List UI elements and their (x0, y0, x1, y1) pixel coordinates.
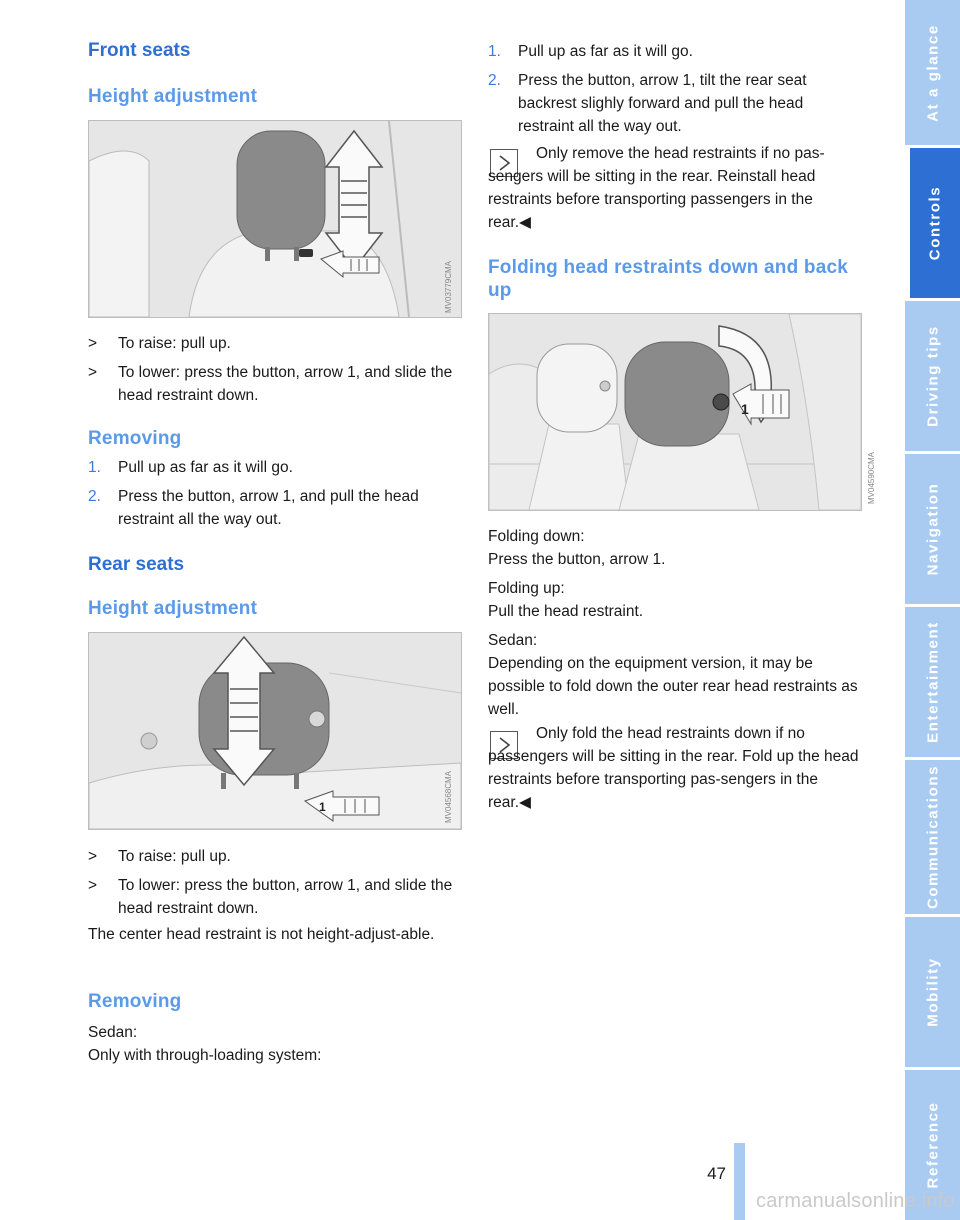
tab-at-a-glance[interactable]: At a glance (905, 0, 960, 145)
image-code-folding: MV04590CMA (867, 451, 876, 504)
bullet-raise-front: > To raise: pull up. (88, 335, 231, 352)
tab-mobility[interactable]: Mobility (905, 917, 960, 1067)
folding-down-label: Folding down: (488, 528, 585, 545)
subtitle-height-adjustment-rear: Height adjustment (88, 598, 258, 619)
right-removing-steps (488, 40, 860, 138)
page-number: 47 (707, 1164, 726, 1183)
front-removing-steps (88, 456, 462, 531)
bullet-lower-front: > To lower: press the button, arrow 1, and slide the head restraint down. (88, 364, 453, 404)
bullet-lower-rear: > To lower: press the button, arrow 1, and slide the head restraint down. (88, 877, 453, 917)
folding-up-label: Folding up: (488, 580, 565, 597)
folding-up-text: Pull the head restraint. (488, 603, 644, 620)
subtitle-removing-front: Removing (88, 428, 182, 449)
arrow-label-rear: 1 (319, 800, 326, 814)
front-bullets (88, 332, 460, 407)
tab-communications[interactable]: Communications (905, 760, 960, 914)
page-number-bar (734, 1143, 745, 1220)
through-loading-text: Only with through-loading system: (88, 1047, 322, 1064)
section-title-front-seats: Front seats (88, 40, 191, 61)
center-restraint-note: The center head restraint is not height-adjust-able. (88, 926, 435, 943)
image-code-rear: MV04568CMA (444, 770, 453, 823)
subtitle-removing-rear: Removing (88, 991, 182, 1012)
step-1-right: 1. Pull up as far as it will go. (488, 43, 693, 60)
front-headrest-illustration (88, 120, 462, 318)
step-2-right: 2. Press the button, arrow 1, tilt the rear seat backrest slighly forward and pull the head restraint all the way out. (488, 72, 807, 135)
section-title-rear-seats: Rear seats (88, 554, 185, 575)
bullet-raise-rear: > To raise: pull up. (88, 848, 231, 865)
tab-reference[interactable]: Reference (905, 1070, 960, 1220)
rear-bullets (88, 845, 460, 920)
rear-headrest-illustration (88, 632, 462, 830)
note-text-1: Only remove the head restraints if no pas-sengers will be sitting in the rear. Reinstall head restraints before transporting passengers in the rear.◀ (488, 145, 825, 231)
arrow-label-folding: 1 (741, 401, 749, 417)
sedan-label-right: Sedan: (488, 632, 538, 649)
subtitle-folding: Folding head restraints down and back up (488, 257, 849, 301)
folding-headrest-illustration (488, 313, 876, 511)
tab-navigation[interactable]: Navigation (905, 454, 960, 604)
step-2-front: 2. Press the button, arrow 1, and pull the head restraint all the way out. (88, 488, 419, 528)
tab-entertainment[interactable]: Entertainment (905, 607, 960, 757)
sedan-text-right: Depending on the equipment version, it may be possible to fold down the outer rear head restraints as well. (488, 655, 858, 718)
sedan-label-left: Sedan: (88, 1024, 138, 1041)
tab-controls[interactable]: Controls (910, 148, 960, 298)
folding-down-text: Press the button, arrow 1. (488, 551, 666, 568)
watermark: carmanualsonline.info (756, 1190, 955, 1212)
tab-driving-tips[interactable]: Driving tips (905, 301, 960, 451)
subtitle-height-adjustment-front: Height adjustment (88, 86, 258, 107)
image-code-front: MV03779CMA (444, 260, 453, 313)
note-text-2: Only fold the head restraints down if no passengers will be sitting in the rear. Fold up the head restraints before transporting pas-sengers in the rear.◀ (488, 725, 859, 811)
step-1-front: 1. Pull up as far as it will go. (88, 459, 293, 476)
